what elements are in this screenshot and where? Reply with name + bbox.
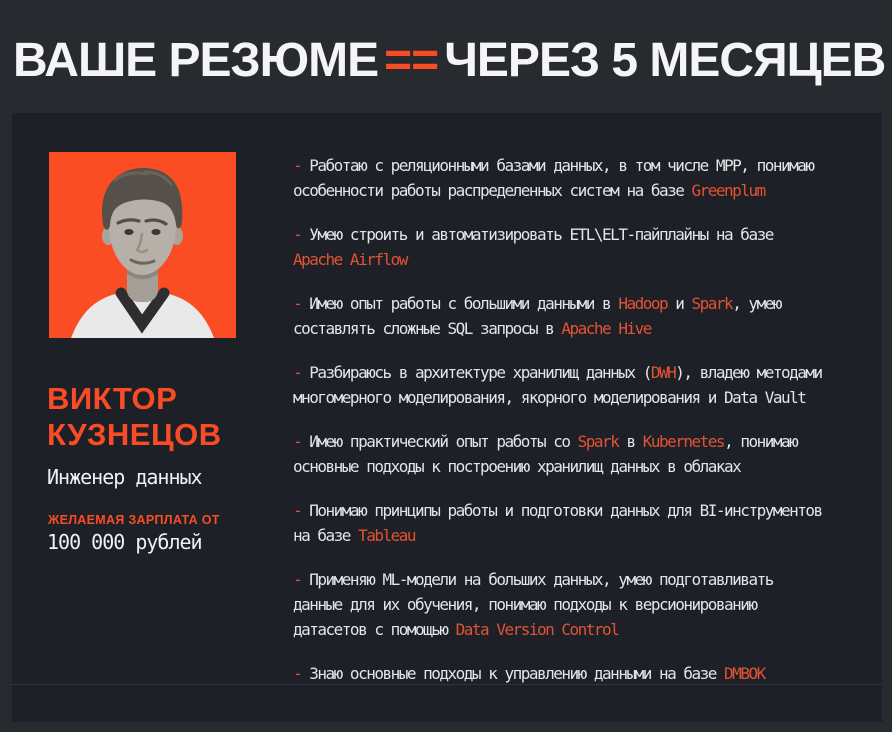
skill-text: ), владею методами: [675, 363, 822, 382]
skill-line: [293, 316, 865, 341]
skill-line: [293, 360, 865, 385]
skill-line: [293, 592, 865, 617]
skill-highlight: Kubernetes: [642, 432, 725, 451]
skill-line: [293, 247, 865, 272]
profile-role: Инженер данных: [47, 465, 202, 489]
skill-line: [293, 498, 865, 523]
skill-highlight: DMBOK: [724, 664, 765, 683]
skill-text: датасетов с помощью: [293, 620, 456, 639]
skill-text: , умею: [732, 294, 781, 313]
skill-text: Умею строить и автоматизировать ETL\ELT-пайплайны на базе: [309, 225, 773, 244]
salary-label: ЖЕЛАЕМАЯ ЗАРПЛАТА ОТ: [48, 513, 220, 527]
skill-highlight: Tableau: [358, 526, 415, 545]
skill-line: [293, 385, 865, 410]
page-title: [13, 35, 885, 87]
skill-line: [293, 178, 865, 203]
page-title-right: ЧЕРЕЗ 5 МЕСЯЦЕВ: [444, 34, 886, 88]
skill-line: [293, 523, 865, 548]
skill-item: [293, 222, 865, 272]
skill-line: [293, 617, 865, 642]
skill-line: [293, 661, 865, 686]
portrait-photo: [49, 152, 236, 338]
skill-text: Работаю с реляционными базами данных, в том числе MPP, понимаю: [309, 156, 814, 175]
skill-highlight: Hadoop: [618, 294, 668, 313]
skill-highlight: -: [293, 501, 310, 520]
skill-item: [293, 429, 865, 479]
skill-item: [293, 661, 865, 686]
skill-text: особенности работы распределенных систем на базе: [293, 181, 692, 200]
skill-text: Имею практический опыт работы со: [309, 432, 578, 451]
skill-highlight: Apache Airflow: [293, 250, 407, 269]
skill-highlight: Data Version Control: [455, 620, 619, 639]
skill-text: составлять сложные SQL запросы в: [293, 319, 562, 338]
skill-item: [293, 291, 865, 341]
skill-item: [293, 153, 865, 203]
skill-line: [293, 567, 865, 592]
card-divider: [12, 684, 882, 685]
skill-text: и: [667, 294, 692, 313]
skill-line: [293, 222, 865, 247]
skill-item: [293, 498, 865, 548]
skill-text: на базе: [293, 526, 359, 545]
skill-highlight: -: [293, 225, 310, 244]
resume-card: [12, 113, 882, 722]
skill-highlight: Apache Hive: [561, 319, 651, 338]
skill-highlight: -: [293, 432, 310, 451]
skill-text: , понимаю: [724, 432, 798, 451]
profile-name: ВИКТОР КУЗНЕЦОВ: [47, 381, 222, 452]
skill-text: в: [618, 432, 643, 451]
title-equals: ==: [384, 34, 439, 88]
skill-text: Понимаю принципы работы и подготовки данных для BI-инструментов: [309, 501, 822, 520]
skill-text: Применяю ML-модели на больших данных, умею подготавливать: [309, 570, 773, 589]
skill-highlight: Spark: [577, 432, 619, 451]
skill-text: Имею опыт работы с большими данными в: [309, 294, 619, 313]
skill-highlight: -: [293, 570, 310, 589]
skill-line: [293, 454, 865, 479]
skill-line: [293, 429, 865, 454]
skill-highlight: Spark: [691, 294, 733, 313]
salary-value: 100 000 рублей: [47, 530, 202, 554]
page-title-left: ВАШЕ РЕЗЮМЕ: [13, 34, 379, 88]
skills-list: [293, 153, 865, 705]
skill-line: [293, 153, 865, 178]
skill-highlight: -: [293, 664, 310, 683]
skill-line: [293, 291, 865, 316]
skill-text: данные для их обучения, понимаю подходы к версионированию: [293, 595, 757, 614]
skill-highlight: DWH: [650, 363, 676, 382]
skill-highlight: Greenplum: [691, 181, 765, 200]
skill-highlight: -: [293, 363, 310, 382]
skill-highlight: -: [293, 294, 310, 313]
skill-text: многомерного моделирования, якорного моделирования и Data Vault: [293, 388, 806, 407]
skill-item: [293, 567, 865, 642]
skill-text: Разбираюсь в архитектуре хранилищ данных (: [309, 363, 651, 382]
skill-item: [293, 360, 865, 410]
skill-highlight: -: [293, 156, 310, 175]
skill-text: основные подходы к построению хранилищ данных в облаках: [293, 457, 741, 476]
skill-text: Знаю основные подходы к управлению данными на базе: [309, 664, 725, 683]
